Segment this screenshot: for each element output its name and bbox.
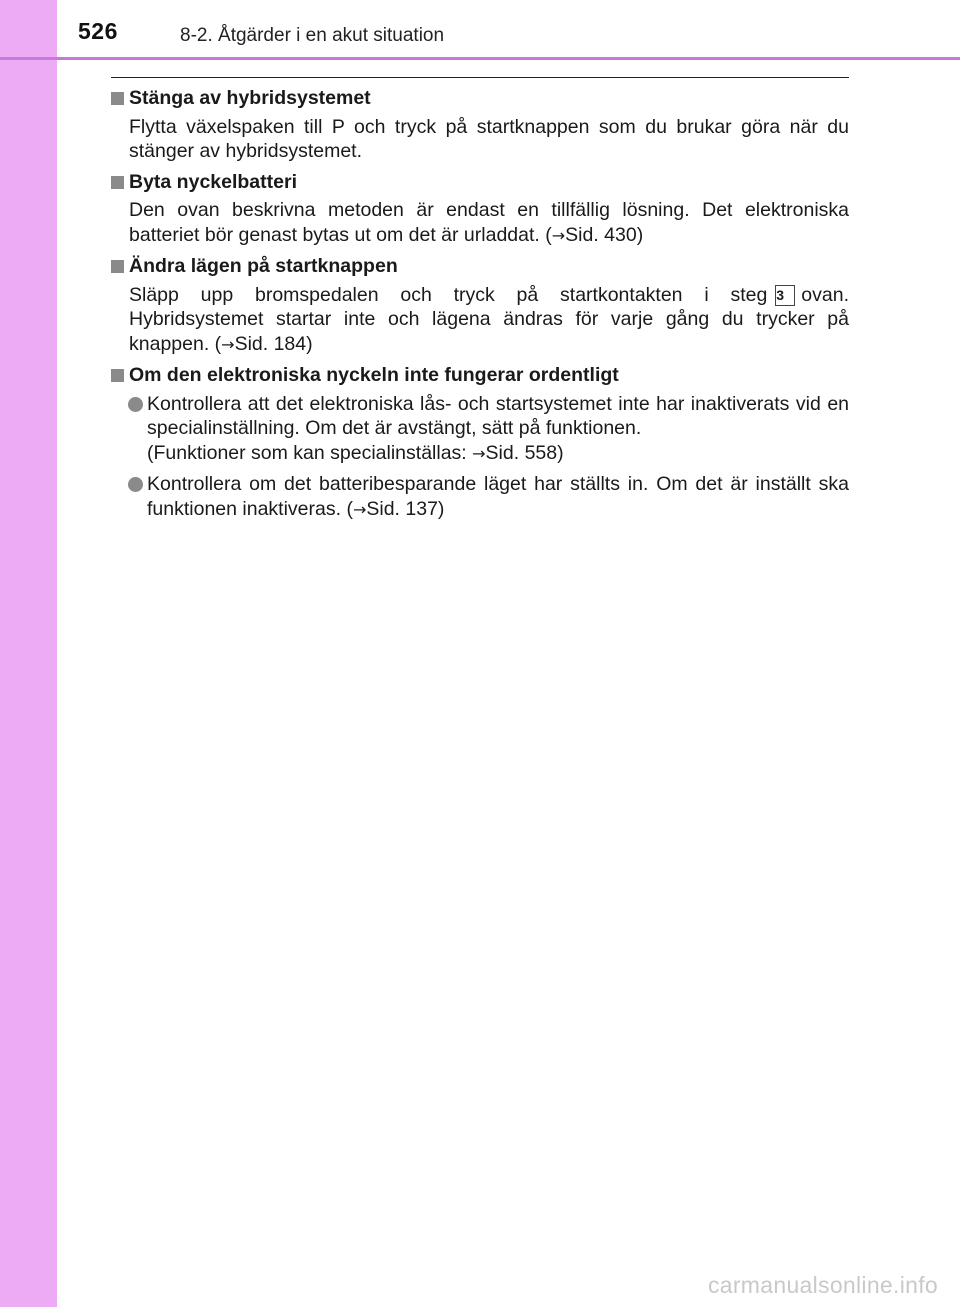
watermark: carmanualsonline.info [707, 1272, 938, 1298]
step-number-badge: 3 [775, 285, 795, 306]
section-body [111, 115, 849, 164]
page-number: 526 [78, 18, 118, 44]
section-key-battery [111, 170, 849, 249]
square-bullet-icon [111, 176, 124, 189]
arrow-right-icon: → [551, 225, 566, 245]
square-bullet-icon [111, 92, 124, 105]
content-divider [111, 77, 849, 78]
arrow-right-icon: → [221, 334, 235, 354]
body-line: ska funktionen inaktiveras. ( [147, 473, 849, 520]
page-reference-link[interactable]: Sid. 137) [366, 497, 445, 520]
body-line: Flytta växelspaken till P och tryck på startknappen som du brukar göra när du [129, 115, 849, 138]
heading-text: Stänga av hybridsystemet [129, 87, 371, 109]
content-area [111, 86, 849, 528]
page-reference-link[interactable]: Sid. 430) [565, 223, 644, 246]
header-divider [0, 57, 960, 60]
list-item [111, 472, 849, 522]
section-stop-hybrid [111, 86, 849, 164]
section-title: 8-2. Åtgärder i en akut situation [180, 25, 445, 46]
section-heading [111, 254, 849, 279]
section-start-modes [111, 254, 849, 357]
body-line: Kontrollera om det batteribesparande läget har ställts in. Om det är inställt [147, 473, 811, 495]
body-line: Hybridsystemet startar inte och lägena ändras för varje gång du trycker på [129, 308, 849, 330]
section-body [111, 283, 849, 358]
section-heading [111, 170, 849, 195]
page-reference-link[interactable]: Sid. 558) [485, 441, 564, 464]
body-line: stänger av hybridsystemet. [129, 140, 363, 162]
square-bullet-icon [111, 369, 124, 382]
section-key-not-working [111, 363, 849, 522]
section-body [111, 198, 849, 248]
body-line: Kontrollera att det elektroniska lås- och startsystemet inte har inaktiverats [147, 392, 790, 415]
heading-text: Om den elektroniska nyckeln inte fungerar ordentligt [129, 364, 619, 386]
body-line: Släpp upp bromspedalen och tryck på startkontakten i steg [129, 283, 768, 306]
circle-bullet-icon [128, 477, 143, 492]
body-line: ovan. [801, 283, 849, 306]
side-tab-band [0, 0, 57, 1307]
heading-text: Ändra lägen på startknappen [129, 255, 398, 277]
section-heading [111, 86, 849, 111]
list-item [111, 392, 849, 467]
heading-text: Byta nyckelbatteri [129, 170, 297, 193]
section-heading [111, 363, 849, 388]
body-line: Den ovan beskrivna metoden är endast en tillfällig lösning. Det elektroniska [129, 199, 849, 221]
arrow-right-icon: → [472, 443, 486, 463]
body-line: knappen. ( [129, 332, 222, 355]
arrow-right-icon: → [352, 499, 367, 519]
body-line: batteriet bör genast bytas ut om det är urladdat. ( [129, 223, 552, 246]
body-line: vid en specialinställning. Om det är avstängt, sätt på funktionen. [147, 392, 850, 439]
body-line: (Funktioner som kan specialinställas: [147, 441, 473, 464]
square-bullet-icon [111, 260, 124, 273]
page-reference-link[interactable]: Sid. 184) [234, 332, 313, 355]
circle-bullet-icon [128, 397, 143, 412]
